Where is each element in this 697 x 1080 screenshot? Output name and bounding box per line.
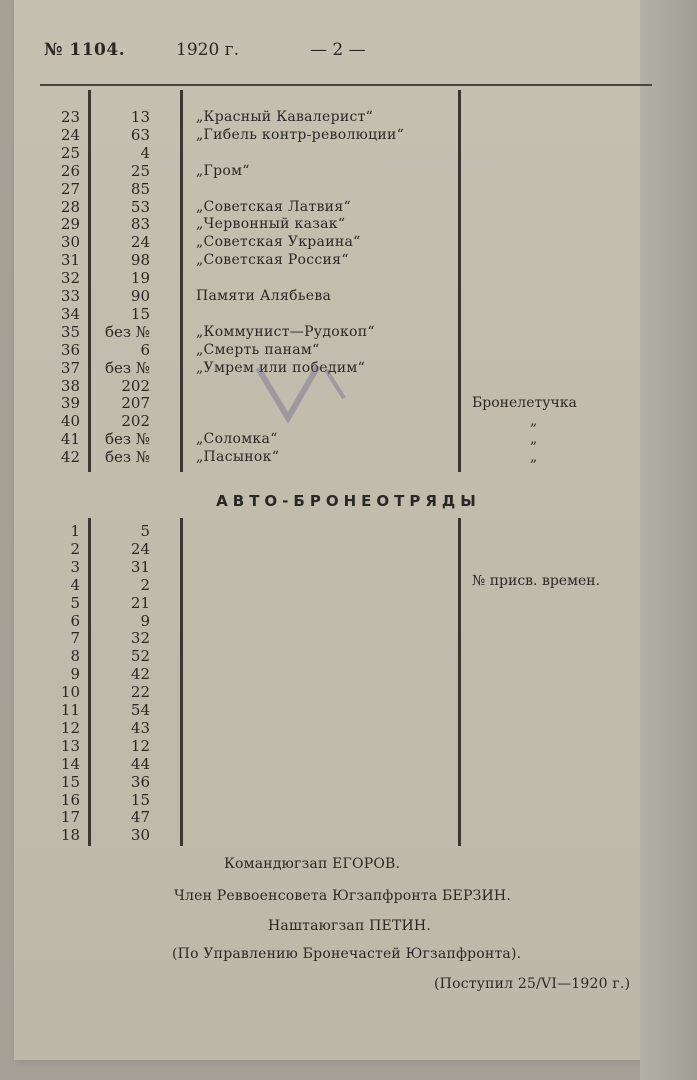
unit-number: 13: [130, 108, 150, 126]
unit-number: 15: [130, 304, 150, 323]
row-number: 31: [60, 251, 80, 270]
train-name: „Червонный казак“: [196, 216, 346, 233]
unit-number: 12: [130, 736, 150, 755]
row-number: 17: [60, 808, 80, 827]
column-divider: [88, 90, 91, 472]
issuing-department: (По Управлению Бронечастей Югзапфронта).: [172, 946, 522, 962]
unit-number: 15: [130, 790, 150, 809]
row-number: 26: [60, 161, 80, 180]
header-rule: [40, 84, 652, 86]
signature-chief-of-staff: Наштаюгзап ПЕТИН.: [268, 918, 431, 934]
unit-number: 202: [121, 376, 150, 395]
train-name: „Гибель контр-революции“: [196, 126, 405, 143]
row-number: 3: [70, 557, 80, 576]
unit-number: 30: [130, 826, 150, 845]
unit-number: 2: [140, 575, 150, 594]
row-number: 2: [70, 539, 80, 558]
train-name: „Смерть панам“: [196, 341, 320, 358]
unit-number: без №: [104, 322, 150, 341]
row-number: 38: [60, 376, 80, 395]
signature-council-member: Член Реввоенсовета Югзапфронта БЕРЗИН.: [174, 888, 511, 904]
unit-number: 21: [130, 593, 150, 612]
row-number: 16: [60, 790, 80, 809]
row-number: 29: [60, 215, 80, 234]
unit-number: 63: [130, 125, 150, 144]
row-number: 8: [70, 647, 80, 666]
document-number: № 1104.: [44, 40, 126, 60]
document-year: 1920 г.: [176, 40, 239, 60]
row-number: 13: [60, 736, 80, 755]
row-number: 1: [70, 522, 80, 540]
unit-number: 36: [130, 772, 150, 791]
row-number: 4: [70, 575, 80, 594]
row-number: 18: [60, 826, 80, 845]
unit-number: 24: [130, 233, 150, 252]
row-number: 23: [60, 108, 80, 126]
train-name: „Советская Россия“: [196, 252, 349, 269]
section-title-auto-units: АВТО-БРОНЕОТРЯДЫ: [216, 492, 481, 510]
unit-number: 202: [121, 412, 150, 431]
auto-units-note: № присв. времен.: [472, 573, 601, 589]
row-number: 33: [60, 287, 80, 305]
row-number: 9: [70, 665, 80, 684]
train-name: „Коммунист—Рудокоп“: [196, 323, 375, 340]
row-number: 10: [60, 683, 80, 702]
unit-number: 54: [130, 701, 150, 719]
unit-number: 52: [130, 647, 150, 666]
unit-number: 43: [130, 718, 150, 737]
received-date: (Поступил 25/VI—1920 г.): [434, 976, 631, 992]
train-note: „: [530, 431, 538, 448]
train-name: Памяти Алябьева: [196, 288, 332, 304]
unit-number: 32: [130, 629, 150, 648]
row-number: 32: [60, 269, 80, 288]
row-number: 28: [60, 197, 80, 216]
row-number: 30: [60, 233, 80, 252]
train-name: „Соломка“: [196, 431, 278, 448]
unit-number: 6: [140, 340, 150, 359]
column-divider: [180, 518, 183, 846]
row-number: 41: [60, 430, 80, 449]
row-number: 12: [60, 718, 80, 737]
unit-number: 24: [130, 539, 150, 558]
row-number: 6: [70, 611, 80, 630]
page-edge: [640, 0, 697, 1080]
unit-number: 25: [130, 161, 150, 180]
row-number: 14: [60, 754, 80, 773]
signature-commander: Командюгзап ЕГОРОВ.: [224, 856, 401, 872]
unit-number: без №: [104, 430, 150, 449]
train-note: Бронелетучка: [472, 395, 577, 412]
row-number: 24: [60, 125, 80, 144]
column-divider: [88, 518, 91, 846]
train-name: „Красный Кавалерист“: [196, 109, 374, 125]
train-name: „Умрем или победим“: [196, 359, 366, 376]
row-number: 34: [60, 304, 80, 323]
unit-number: 9: [140, 611, 150, 630]
row-number: 5: [70, 593, 80, 612]
train-name: „Советская Латвия“: [196, 198, 351, 215]
unit-number: 42: [130, 665, 150, 684]
unit-number: 85: [130, 179, 150, 198]
unit-number: без №: [104, 358, 150, 377]
row-number: 7: [70, 629, 80, 648]
unit-number: 90: [130, 287, 150, 305]
unit-number: 22: [130, 683, 150, 702]
train-name: „Пасынок“: [196, 449, 280, 466]
column-divider: [180, 90, 183, 472]
unit-number: 53: [130, 197, 150, 216]
column-divider: [458, 90, 461, 472]
row-number: 25: [60, 143, 80, 162]
train-name: „Советская Украина“: [196, 234, 361, 251]
unit-number: 207: [121, 394, 150, 413]
row-number: 35: [60, 322, 80, 341]
unit-number: без №: [104, 448, 150, 467]
row-number: 27: [60, 179, 80, 198]
faded-stamp-mark: [248, 358, 368, 428]
row-number: 42: [60, 448, 80, 467]
row-number: 36: [60, 340, 80, 359]
unit-number: 19: [130, 269, 150, 288]
unit-number: 31: [130, 557, 150, 576]
unit-number: 83: [130, 215, 150, 234]
row-number: 37: [60, 358, 80, 377]
page-number: — 2 —: [310, 40, 366, 60]
column-divider: [458, 518, 461, 846]
unit-number: 5: [140, 522, 150, 540]
page-header: [40, 40, 650, 68]
row-number: 15: [60, 772, 80, 791]
unit-number: 98: [130, 251, 150, 270]
unit-number: 47: [130, 808, 150, 827]
row-number: 11: [60, 701, 80, 719]
unit-number: 4: [140, 143, 150, 162]
train-note: „: [530, 449, 538, 466]
train-note: „: [530, 413, 538, 430]
unit-number: 44: [130, 754, 150, 773]
row-number: 40: [60, 412, 80, 431]
row-number: 39: [60, 394, 80, 413]
train-name: „Гром“: [196, 162, 250, 179]
